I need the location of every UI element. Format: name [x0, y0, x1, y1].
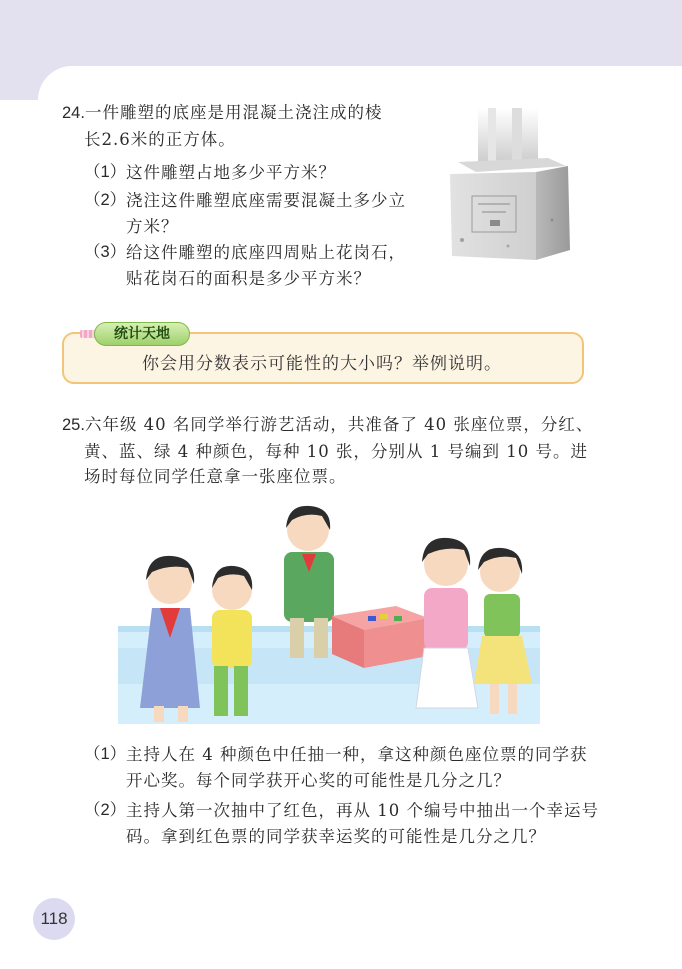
question-25-number: 25.: [62, 416, 85, 434]
question-24: [62, 100, 432, 152]
item-text: 这件雕塑占地多少平方米？: [126, 163, 336, 182]
question-24-number: 24.: [62, 104, 85, 122]
sculpture-base-image: [448, 100, 574, 266]
page-number: 118: [40, 909, 68, 928]
item-text: 给这件雕塑的底座四周贴上花岗石，贴花岗石的面积是多少平方米？: [126, 243, 406, 288]
question-24-line1: 一件雕塑的底座是用混凝土浇注成的棱: [84, 103, 383, 122]
item-tag: （2）: [84, 191, 127, 209]
item-text: 主持人第一次抽中了红色，再从 10 个编号中抽出一个幸运号码。拿到红色票的同学获幸运奖的可能性是几分之几？: [126, 801, 599, 846]
question-25-line3: 场时每位同学任意拿一张座位票。: [84, 467, 347, 487]
item-tag: （1）: [84, 745, 127, 763]
question-25-item-2: [84, 798, 604, 849]
statistics-label: 统计天地: [94, 322, 190, 346]
item-tag: （2）: [84, 801, 127, 819]
question-25-item-1: [84, 742, 604, 793]
question-25-line2: 黄、蓝、绿 4 种颜色，每种 10 张，分别从 1 号编到 10 号。进: [84, 441, 588, 461]
question-24-item-2: [84, 188, 414, 239]
question-25: [62, 412, 602, 490]
item-text: 浇注这件雕塑底座需要混凝土多少立方米？: [126, 191, 406, 236]
question-24-item-1: [84, 160, 414, 186]
question-24-item-3: [84, 240, 414, 291]
question-25-line1: 六年级 40 名同学举行游艺活动，共准备了 40 张座位票，分红、: [84, 415, 594, 434]
statistics-prompt: 你会用分数表示可能性的大小吗？举例说明。: [142, 354, 502, 374]
item-text: 主持人在 4 种颜色中任抽一种，拿这种颜色座位票的同学获开心奖。每个同学获开心奖的可能性是几分之几？: [126, 745, 588, 790]
item-tag: （1）: [84, 163, 127, 181]
item-tag: （3）: [84, 243, 127, 261]
question-24-line2: 长2.6米的正方体。: [84, 129, 236, 149]
raffle-scene-image: [118, 498, 540, 724]
